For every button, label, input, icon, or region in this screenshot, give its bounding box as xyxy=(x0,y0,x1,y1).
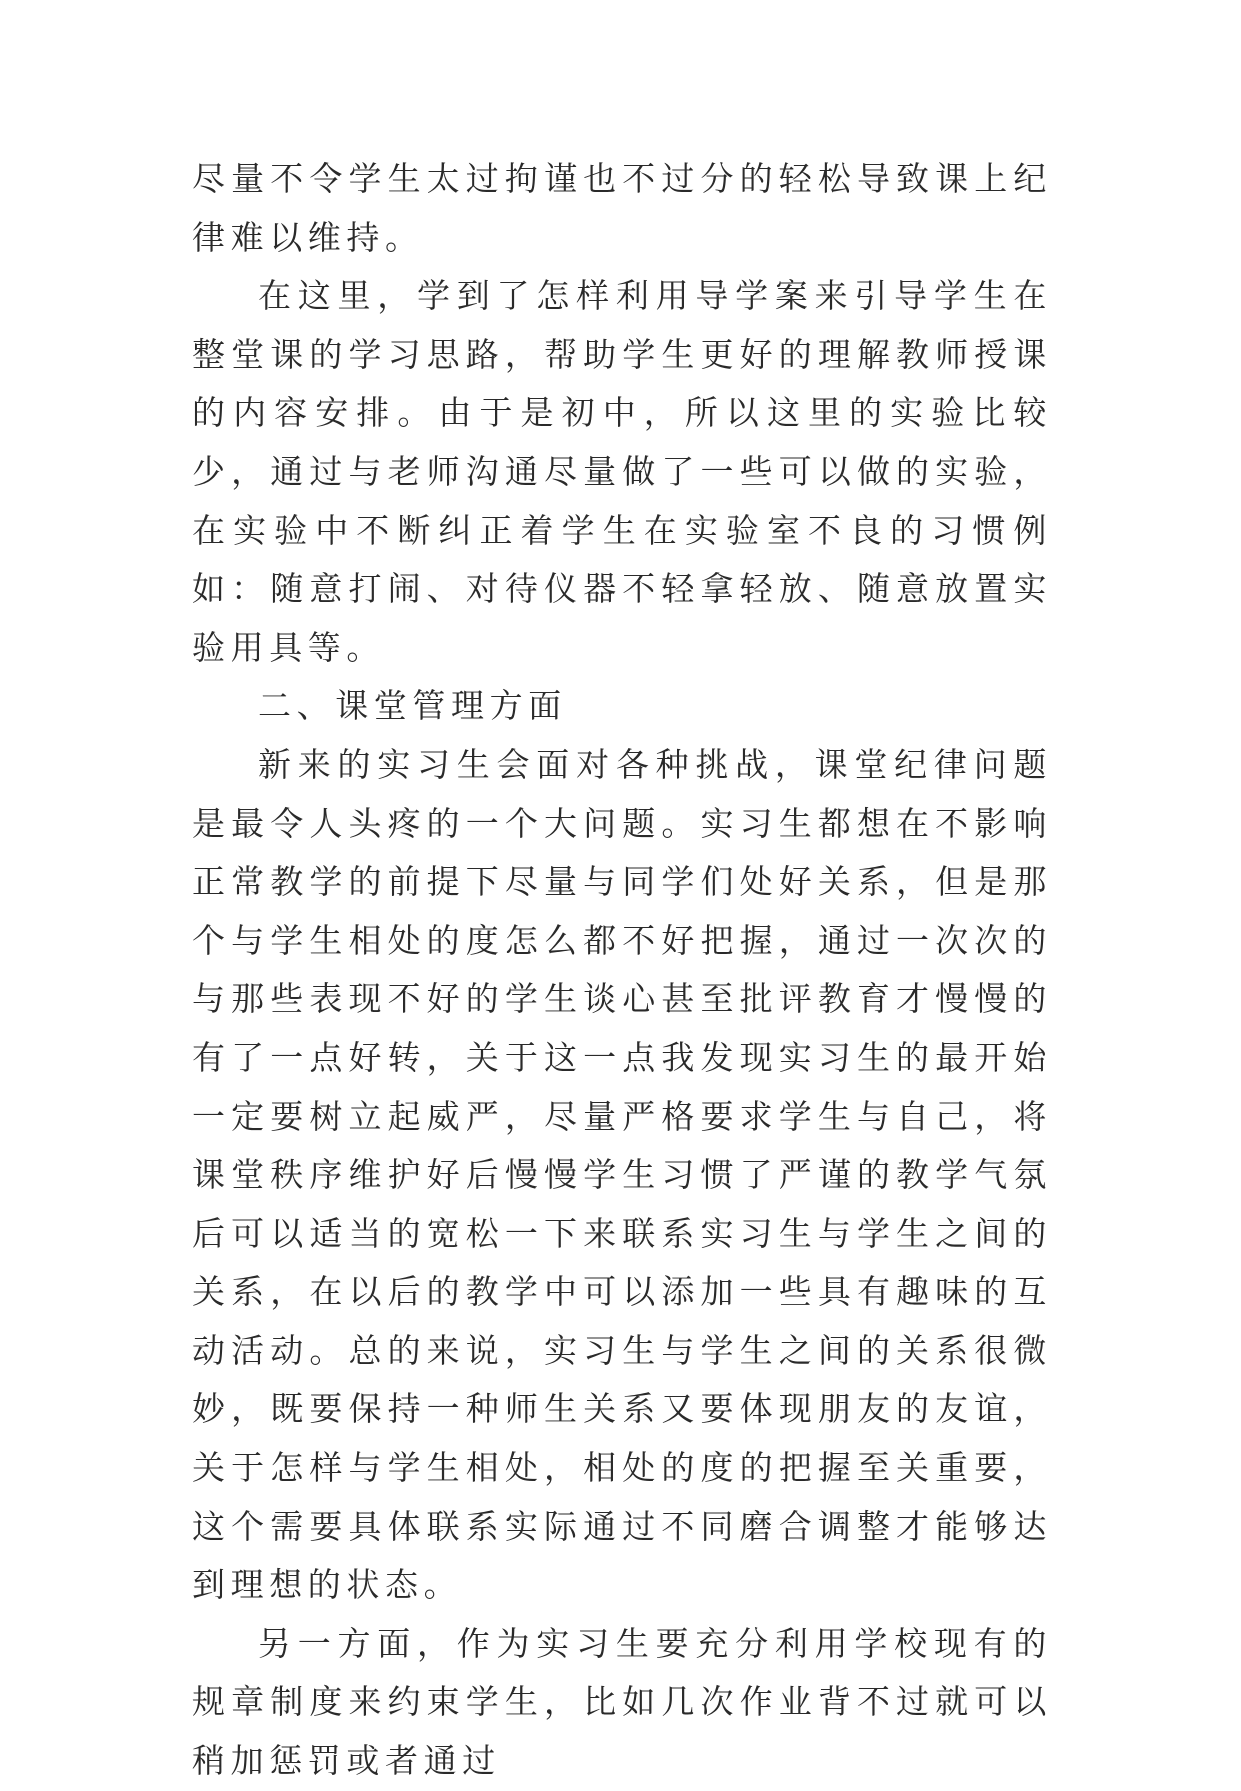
paragraph-classroom-discipline: 新来的实习生会面对各种挑战，课堂纪律问题是最令人头疼的一个大问题。实习生都想在不影响正常教学的前提下尽量与同学们处好关系，但是那个与学生相处的度怎么都不好把握，通过一次次的与那些表现不好的学生谈心甚至批评教育才慢慢的有了一点好转，关于这一点我发现实习生的最开始一定要树立起威严，尽量严格要求学生与自己，将课堂秩序维护好后慢慢学生习惯了严谨的教学气氛后可以适当的宽松一下来联系实习生与学生之间的关系，在以后的教学中可以添加一些具有趣味的互动活动。总的来说，实习生与学生之间的关系很微妙，既要保持一种师生关系又要体现朋友的友谊，关于怎样与学生相处，相处的度的把握至关重要，这个需要具体联系实际通过不同磨合调整才能够达到理想的状态。 xyxy=(192,744,1052,1605)
section-heading-classroom-management: 二、课堂管理方面 xyxy=(258,686,567,726)
paragraph-continuation: 尽量不令学生太过拘谨也不过分的轻松导致课上纪律难以维持。 xyxy=(192,159,1052,257)
paragraph-guided-learning: 在这里，学到了怎样利用导学案来引导学生在整堂课的学习思路，帮助学生更好的理解教师授课的内容安排。由于是初中，所以这里的实验比较少，通过与老师沟通尽量做了一些可以做的实验，在实验中不断纠正着学生在实验室不良的习惯例如：随意打闹、对待仪器不轻拿轻放、随意放置实验用具等。 xyxy=(192,276,1052,667)
document-body xyxy=(192,150,1052,1791)
paragraph-school-rules: 另一方面，作为实习生要充分利用学校现有的规章制度来约束学生，比如几次作业背不过就可以稍加惩罚或者通过 xyxy=(192,1623,1052,1781)
